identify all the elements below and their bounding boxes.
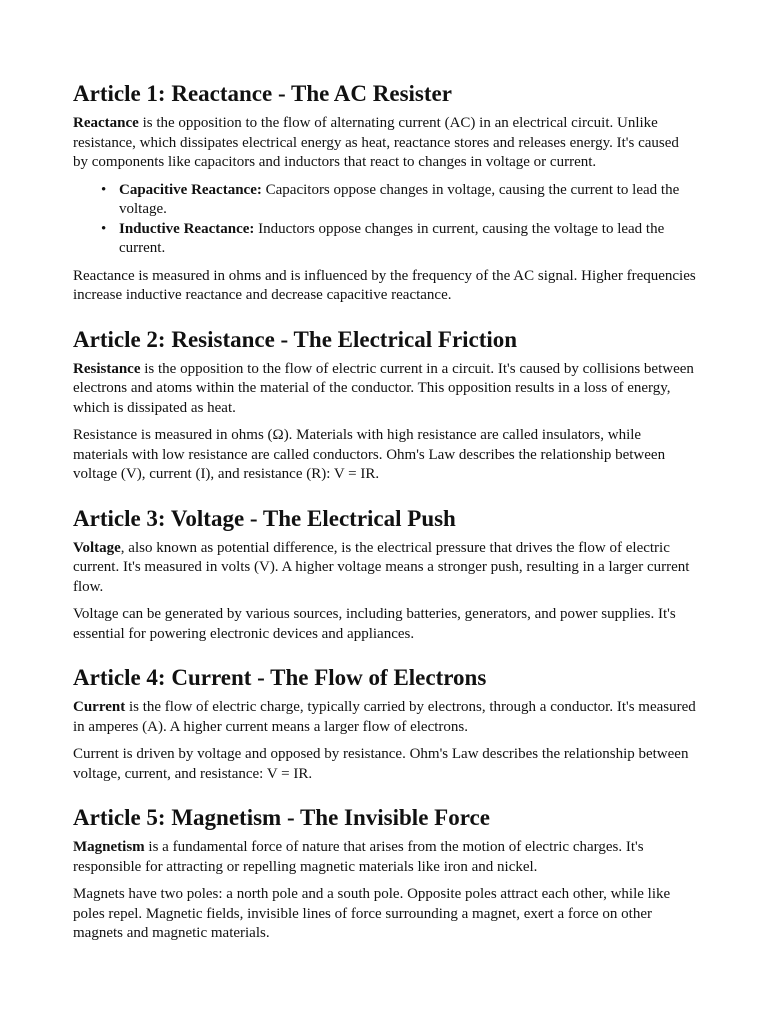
- article-magnetism: [73, 804, 696, 944]
- article-paragraph: [73, 360, 696, 419]
- list-item-term: Inductive Reactance:: [119, 220, 255, 237]
- paragraph-text: is the opposition to the flow of electric current in a circuit. It's caused by collisions between electrons and atoms within the material of the conductor. This opposition results in a loss of energy, which is dissipated as heat.: [73, 360, 694, 416]
- list-item-text: Inductors oppose changes in current, causing the voltage to lead the current.: [119, 220, 665, 256]
- term-bold: Magnetism: [73, 839, 145, 855]
- bullet-icon: •: [101, 220, 107, 237]
- list-item: [101, 181, 696, 220]
- article-title: Article 4: Current - The Flow of Electrons: [73, 665, 487, 690]
- article-paragraph: [73, 114, 696, 173]
- term-bold: Voltage: [73, 539, 121, 556]
- article-reactance: [73, 80, 696, 306]
- article-title: Article 2: Resistance - The Electrical Friction: [73, 326, 518, 352]
- article-resistance: [73, 326, 696, 485]
- article-paragraph: Resistance is measured in ohms (Ω). Materials with high resistance are called insulators, while materials with low resistance are called conductors. Ohm's Law describes the relationship between voltage (V), current (I), and resistance (R): V = IR.: [73, 427, 666, 482]
- paragraph-text: is the opposition to the flow of alternating current (AC) in an electrical circuit. Unlike resistance, which dissipates electrical energy as heat, reactance stores and releases energy. It's caused by components like capacitors and inductors that react to changes in voltage or current.: [73, 115, 679, 170]
- term-bold: Reactance: [73, 115, 139, 131]
- article-title: Article 1: Reactance - The AC Resister: [73, 81, 452, 106]
- article-voltage: [73, 505, 696, 645]
- article-paragraph: [73, 539, 696, 598]
- paragraph-text: is the flow of electric charge, typically carried by electrons, through a conductor. It's measured in amperes (A). A higher current means a larger flow of electrons.: [73, 699, 696, 735]
- article-paragraph: Voltage can be generated by various sources, including batteries, generators, and power supplies. It's essential for powering electronic devices and appliances.: [73, 606, 676, 642]
- term-bold: Resistance: [73, 360, 141, 377]
- article-current: [73, 664, 696, 784]
- article-paragraph: [73, 838, 696, 877]
- article-paragraph: Current is driven by voltage and opposed by resistance. Ohm's Law describes the relationship between voltage, current, and resistance: V = IR.: [73, 746, 689, 782]
- article-paragraph: Reactance is measured in ohms and is influenced by the frequency of the AC signal. Higher frequencies increase inductive reactance and decrease capacitive reactance.: [73, 267, 696, 303]
- article-title: Article 5: Magnetism - The Invisible Force: [73, 805, 490, 830]
- term-bold: Current: [73, 699, 126, 715]
- article-paragraph: Magnets have two poles: a north pole and a south pole. Opposite poles attract each other, while like poles repel. Magnetic fields, invisible lines of force surrounding a magnet, exert a force on other magnets and magnetic materials.: [73, 886, 671, 941]
- paragraph-text: is a fundamental force of nature that arises from the motion of electric charges. It's responsible for attracting or repelling magnetic materials like iron and nickel.: [73, 839, 644, 875]
- list-item-text: Capacitors oppose changes in voltage, causing the current to lead the voltage.: [119, 181, 680, 217]
- article-paragraph: [73, 698, 696, 737]
- reactance-types-list: [73, 181, 696, 259]
- paragraph-text: , also known as potential difference, is the electrical pressure that drives the flow of electric current. It's measured in volts (V). A higher voltage means a stronger push, resulting in a larger current flow.: [73, 539, 690, 595]
- list-item-term: Capacitive Reactance:: [119, 181, 262, 198]
- list-item: [101, 220, 696, 259]
- article-title: Article 3: Voltage - The Electrical Push: [73, 505, 456, 531]
- bullet-icon: •: [101, 181, 107, 198]
